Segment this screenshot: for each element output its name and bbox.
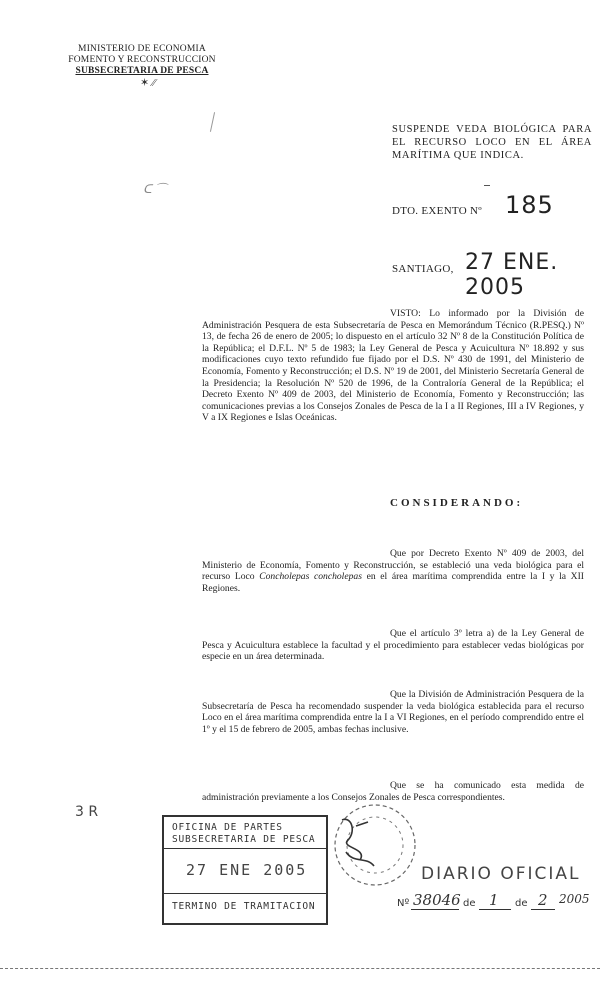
ministry-line-3: SUBSECRETARIA DE PESCA	[75, 66, 209, 76]
official-month-value: 2	[538, 891, 548, 909]
decree-tick-mark	[484, 185, 490, 186]
margin-mark: 3 R	[75, 804, 99, 820]
ministry-line-1: MINISTERIO DE ECONOMIA	[78, 44, 206, 54]
stamp-agency-line: SUBSECRETARIA DE PESCA	[172, 834, 316, 845]
header-initials-mark: ✶ ⁄⁄	[140, 77, 156, 89]
official-day-value: 1	[489, 891, 499, 909]
paragraph-text: Pesquera de la Subsecretaría de Pesca ha recomendado suspender la veda biológica establecida para el recurso Loco en el área marítima comprendida entre la I a VI Regiones, en el período comprendido entre el 1º y el 15 de febrero de 2005, ambas fechas inclusive.	[202, 689, 584, 735]
paragraph-text-end: en el área marítima comprendida entre la I y la XII Regiones.	[202, 571, 585, 594]
margin-scribble: ᑕ ⌒	[143, 182, 167, 196]
official-de-label: de	[463, 898, 476, 909]
stamp-date: 27 ENE 2005	[186, 861, 308, 879]
paragraph-text: administración previamente a los Consejos Zonales de Pesca correspondientes.	[202, 791, 505, 803]
oficina-partes-stamp	[162, 815, 328, 925]
pen-slash-mark	[210, 112, 215, 132]
paragraph-text: del Ministerio de Economía, Fomento y Reconstrucción, se estableció una veda biológica para el recurso Loco	[202, 548, 585, 583]
underline	[411, 909, 459, 910]
decree-date-stamp: 27 ENE. 2005	[465, 250, 559, 300]
diario-oficial-title: DIARIO OFICIAL	[421, 864, 581, 884]
underline	[479, 909, 511, 910]
official-number-value: 38046	[413, 891, 461, 909]
ministry-header	[62, 44, 222, 77]
considerando-paragraph-3	[202, 689, 584, 735]
bottom-dashed-line	[0, 968, 600, 970]
official-year-value: 2005	[559, 892, 590, 906]
underline	[531, 909, 555, 910]
decree-subject: SUSPENDE VEDA BIOLÓGICA PARA EL RECURSO LOCO EN EL ÁREA MARÍTIMA QUE INDICA.	[392, 124, 592, 161]
species-name: Concholepas concholepas	[259, 571, 362, 583]
place-label: SANTIAGO,	[392, 263, 454, 275]
stamp-status-line: TERMINO DE TRAMITACION	[172, 901, 316, 912]
visto-lead: VISTO:	[390, 308, 421, 319]
paragraph-lead: Que se ha comunicado esta medida de	[390, 780, 584, 791]
considerando-paragraph-2	[202, 628, 584, 663]
stamp-office-line: OFICINA DE PARTES	[172, 822, 283, 833]
decree-number: 185	[505, 191, 554, 219]
ministry-line-2: FOMENTO Y RECONSTRUCCION	[68, 55, 216, 65]
paragraph-text: de Pesca y Acuicultura establece la facultad y el procedimiento para establecer vedas biológicas por especie en un área determinada.	[202, 628, 584, 663]
stamp-divider	[164, 893, 326, 894]
decree-label: DTO. EXENTO Nº	[392, 205, 483, 217]
paragraph-lead: Que la División de Administración	[390, 689, 526, 700]
visto-paragraph	[202, 308, 584, 424]
official-number-label: Nº	[397, 898, 410, 909]
paragraph-lead: Que por Decreto Exento Nº 409 de 2003,	[390, 548, 568, 559]
considerando-paragraph-1	[202, 548, 584, 594]
diario-oficial-details	[393, 892, 591, 912]
visto-text: Lo informado por la División de Administración Pesquera de esta Subsecretaría de Pesca en Memorándum Técnico (R.PESQ.) Nº 13, de fecha 26 de enero de 2005; lo dispuesto en el artículo 32 Nº 8 de la Constitución Política de la República; el D.F.L. Nº 5 de 1983; la Ley General de Pesca y Acuicultura Nº 18.892 y sus modificaciones cuyo texto refundido fue fijado por el D.S. Nº 430 de 1991, del Ministerio de Economía, Fomento y Reconstrucción; el D.S. Nº 19 de 2001, del Ministerio Secretaría General de la Presidencia; la Resolución Nº 520 de 1996, de la Contraloría General de la República; el Decreto Exento Nº 409 de 2003, del Ministerio de Economía, Fomento y Reconstrucción; las comunicaciones previas a los Consejos Zonales de Pesca de la I a II Regiones, III a IV Regiones, y V a IX Regiones e Islas Oceánicas.	[202, 308, 584, 424]
official-de-label: de	[515, 898, 528, 909]
paragraph-lead: Que el artículo 3º letra a) de la Ley General	[390, 628, 571, 639]
considerando-heading: CONSIDERANDO:	[390, 497, 524, 509]
handwritten-signature	[338, 812, 378, 872]
diario-oficial-stamp	[393, 862, 591, 914]
stamp-divider	[164, 848, 326, 849]
